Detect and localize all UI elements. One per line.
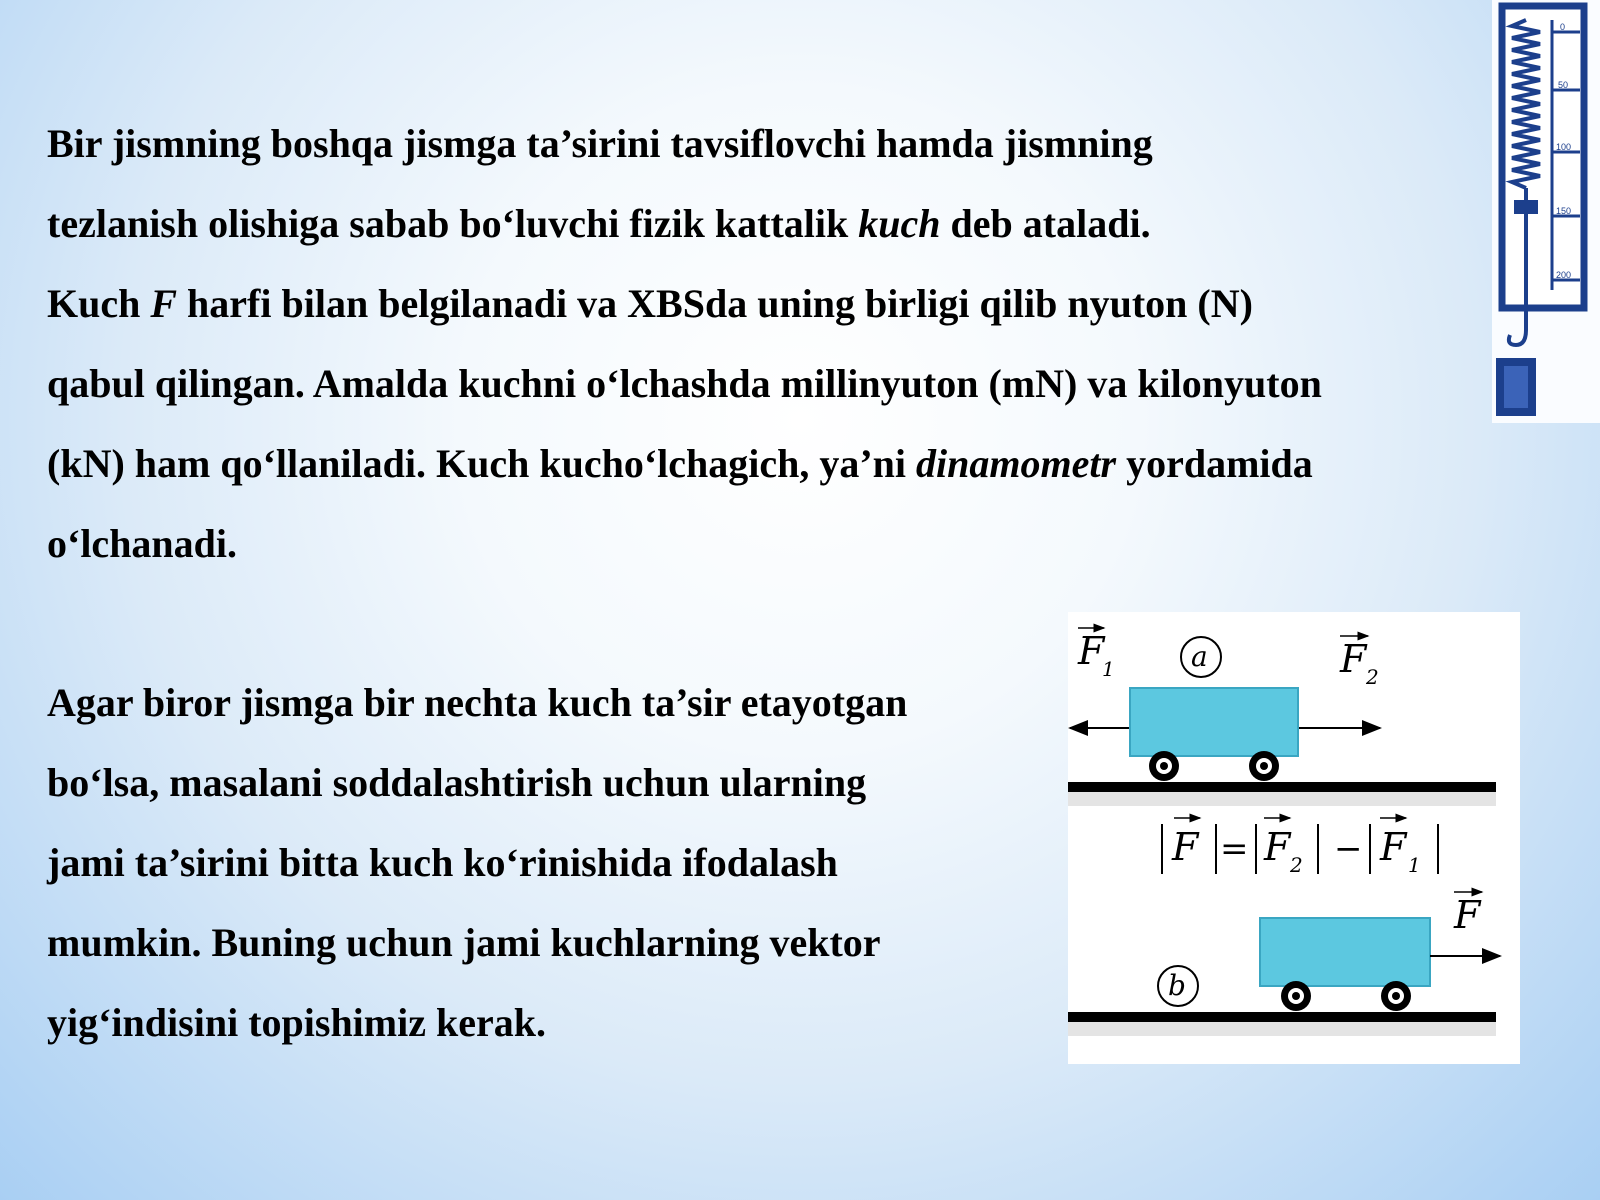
wheel	[1149, 751, 1179, 781]
svg-text:F: F	[1340, 637, 1367, 681]
term-kuch: kuch	[858, 201, 941, 246]
label-circle-b	[1158, 966, 1198, 1006]
ground-b	[1068, 1012, 1496, 1022]
force-diagram	[1068, 612, 1520, 1064]
scale-mark: 100	[1556, 142, 1572, 152]
para1-line2b: deb ataladi.	[940, 201, 1151, 246]
para2-line3: jami ta’sirini bitta kuch ko‘rinishida ifodalash	[47, 840, 838, 885]
scale-mark: 0	[1560, 22, 1566, 32]
wheel	[1249, 751, 1279, 781]
svg-text:1: 1	[1408, 853, 1421, 877]
cart-b	[1260, 918, 1430, 986]
dynamometer-hook	[1509, 308, 1526, 345]
resultant-force-paragraph	[47, 663, 1047, 1063]
para1-line5a: (kN) ham qo‘llaniladi. Kuch kucho‘lchagich, ya’ni	[47, 441, 917, 486]
svg-text:b: b	[1168, 969, 1186, 1002]
term-dinamometr: dinamometr	[916, 441, 1117, 486]
formula-text	[1171, 825, 1421, 877]
para1-line3b: harfi bilan belgilanadi va XBSda uning birligi qilib nyuton (N)	[177, 281, 1253, 326]
scale-mark: 150	[1556, 206, 1572, 216]
para2-line1: Agar biror jismga bir nechta kuch ta’sir etayotgan	[47, 680, 908, 725]
svg-text:F: F	[1172, 825, 1199, 869]
label-F-result	[1453, 892, 1482, 937]
svg-text:F: F	[1454, 893, 1481, 937]
svg-text:F: F	[1380, 825, 1407, 869]
definition-paragraph	[47, 104, 1477, 584]
para2-line4: mumkin. Buning uchun jami kuchlarning vektor	[47, 920, 881, 965]
para1-line5b: yordamida	[1116, 441, 1313, 486]
cart-a	[1130, 688, 1298, 756]
diagram-part-a	[1068, 628, 1496, 806]
para1-line4: qabul qilingan. Amalda kuchni o‘lchashda millinyuton (mN) va kilonyuton	[47, 361, 1322, 406]
label-F1	[1077, 628, 1115, 681]
ground-a	[1068, 782, 1496, 792]
scale-mark: 200	[1556, 270, 1572, 280]
svg-text:2: 2	[1290, 853, 1303, 877]
para1-line1: Bir jismning boshqa jismga ta’sirini tavsiflovchi hamda jismning	[47, 121, 1153, 166]
svg-text:−: −	[1334, 829, 1363, 869]
svg-text:a: a	[1191, 640, 1208, 673]
wheel	[1381, 981, 1411, 1011]
para1-line3a: Kuch	[47, 281, 151, 326]
svg-text:F: F	[1078, 629, 1105, 673]
scale-mark: 50	[1558, 80, 1569, 90]
svg-text:1: 1	[1102, 657, 1115, 681]
svg-text:2: 2	[1366, 665, 1379, 689]
para1-line2a: tezlanish olishiga sabab bo‘luvchi fizik kattalik	[47, 201, 859, 246]
label-circle-a	[1181, 637, 1221, 677]
wheel	[1281, 981, 1311, 1011]
para2-line2: bo‘lsa, masalani soddalashtirish uchun ularning	[47, 760, 867, 805]
para2-line5: yig‘indisini topishimiz kerak.	[47, 1000, 546, 1045]
dynamometer-image	[1492, 0, 1600, 423]
para1-line6: o‘lchanadi.	[47, 521, 238, 566]
label-F2	[1339, 636, 1379, 689]
svg-text:=: =	[1220, 829, 1249, 869]
symbol-F: F	[150, 281, 178, 326]
diagram-part-b	[1068, 892, 1500, 1036]
svg-text:F: F	[1264, 825, 1291, 869]
